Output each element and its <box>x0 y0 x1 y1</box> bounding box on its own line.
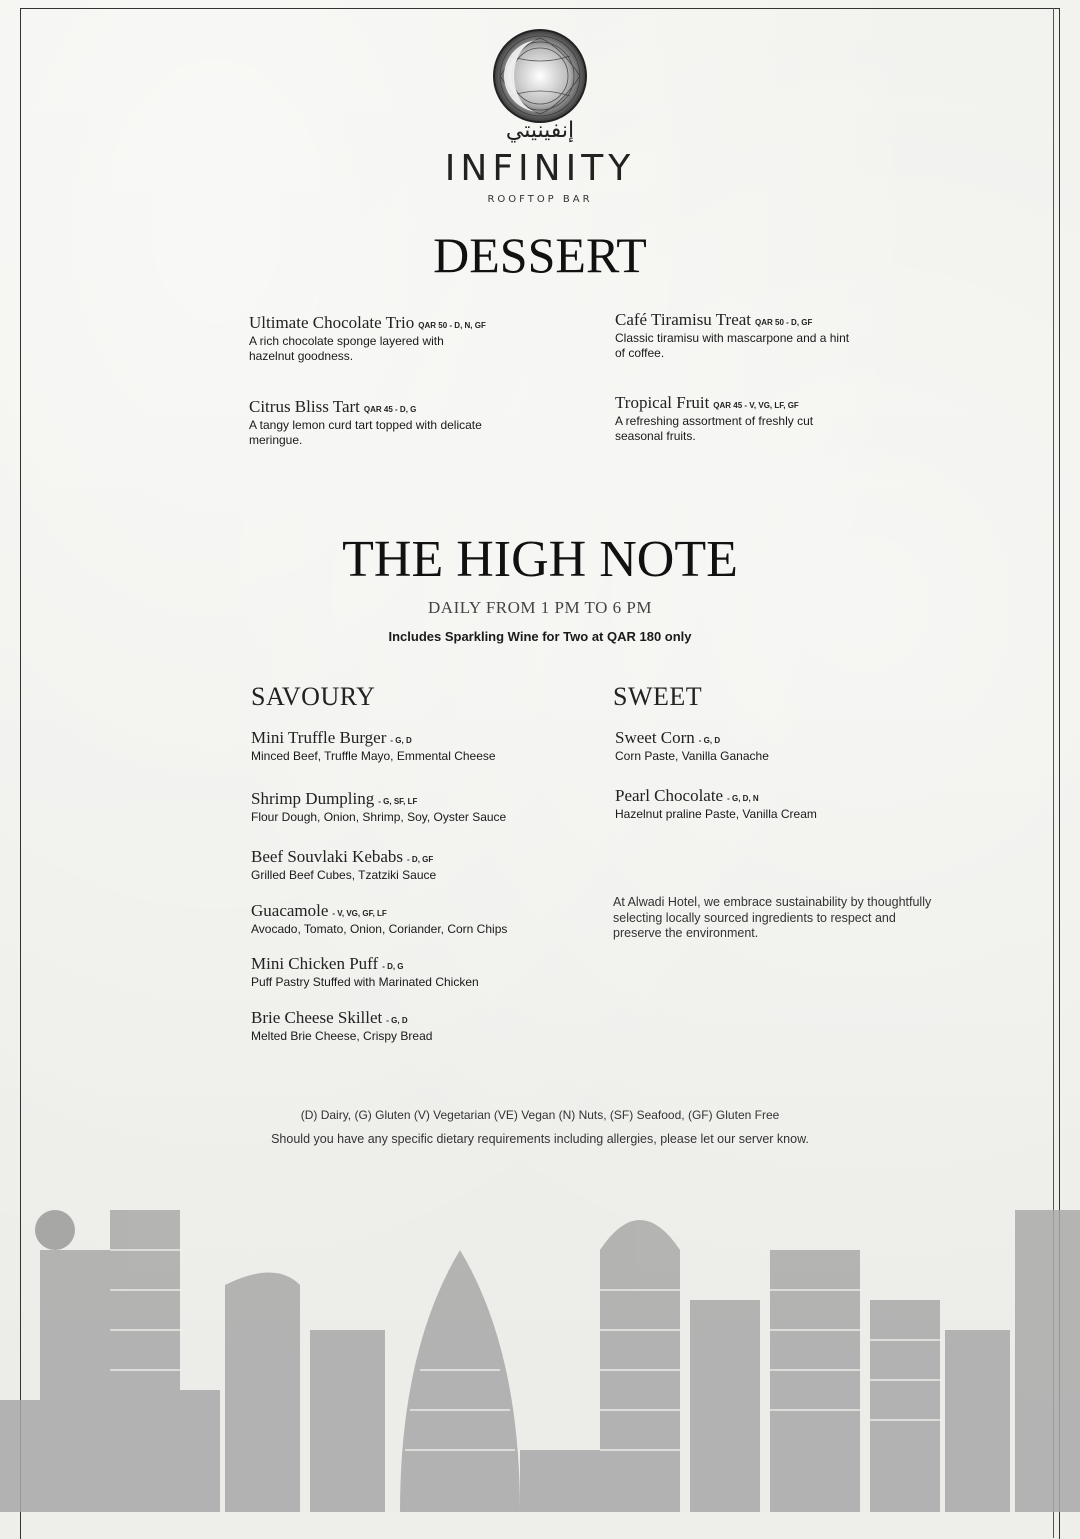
dessert-item-name: Tropical Fruit <box>615 393 710 412</box>
dessert-item-desc: Classic tiramisu with mascarpone and a hint of coffee. <box>615 331 850 360</box>
sweet-item-desc: Corn Paste, Vanilla Ganache <box>615 749 769 763</box>
savoury-item <box>251 902 581 937</box>
sweet-item <box>615 729 945 764</box>
savoury-item-desc: Avocado, Tomato, Onion, Coriander, Corn Chips <box>251 922 508 936</box>
savoury-item-name: Shrimp Dumpling <box>251 789 375 808</box>
dessert-item <box>249 398 579 448</box>
dessert-item-desc: A refreshing assortment of freshly cut seasonal fruits. <box>615 414 814 443</box>
savoury-item-tag: - D, GF <box>407 855 434 864</box>
high-note-hours: DAILY FROM 1 PM TO 6 PM <box>428 598 652 617</box>
dessert-item-price: QAR 45 - D, G <box>363 405 417 414</box>
dietary-note: Should you have any specific dietary requirements including allergies, please let our server know. <box>271 1132 809 1146</box>
savoury-item-desc: Grilled Beef Cubes, Tzatziki Sauce <box>251 868 437 882</box>
savoury-item <box>251 848 581 883</box>
savoury-item-name: Guacamole <box>251 901 329 920</box>
savoury-item <box>251 790 581 825</box>
dessert-item <box>249 314 579 364</box>
dessert-item-name: Ultimate Chocolate Trio <box>249 313 415 332</box>
skyline-illustration <box>0 1190 1080 1512</box>
brand-arabic-name: إنفينيتي <box>505 118 575 143</box>
sweet-item-tag: - G, D <box>698 736 721 745</box>
dessert-item-price: QAR 50 - D, GF <box>755 318 813 327</box>
sweet-item <box>615 787 945 822</box>
dessert-item-name: Café Tiramisu Treat <box>615 310 752 329</box>
dessert-item-desc: A rich chocolate sponge layered with hazelnut goodness. <box>249 334 444 363</box>
dessert-title: DESSERT <box>433 227 647 283</box>
sweet-item-tag: - G, D, N <box>727 794 759 803</box>
sweet-heading: SWEET <box>613 682 703 711</box>
savoury-item-name: Mini Truffle Burger <box>251 728 387 747</box>
dietary-legend: (D) Dairy, (G) Gluten (V) Vegetarian (VE) Vegan (N) Nuts, (SF) Seafood, (GF) Gluten Free <box>300 1108 780 1122</box>
brand-subtitle: ROOFTOP BAR <box>487 194 593 205</box>
savoury-item <box>251 955 581 990</box>
savoury-item-desc: Melted Brie Cheese, Crispy Bread <box>251 1029 433 1043</box>
savoury-item <box>251 729 581 764</box>
dessert-item-name: Citrus Bliss Tart <box>249 397 360 416</box>
high-note-title: THE HIGH NOTE <box>342 531 738 588</box>
savoury-item-tag: - G, D <box>390 736 412 745</box>
brand-name: INFINITY <box>444 148 636 189</box>
infinity-logo-icon <box>490 26 590 126</box>
savoury-item-name: Mini Chicken Puff <box>251 954 379 973</box>
savoury-item <box>251 1009 581 1044</box>
dessert-item-price: QAR 50 - D, N, GF <box>418 321 486 330</box>
savoury-item-tag: - G, SF, LF <box>378 797 418 806</box>
dessert-item <box>615 394 945 444</box>
savoury-item-desc: Flour Dough, Onion, Shrimp, Soy, Oyster Sauce <box>251 810 507 824</box>
savoury-item-name: Brie Cheese Skillet <box>251 1008 383 1027</box>
dessert-item-desc: A tangy lemon curd tart topped with delicate meringue. <box>249 418 482 447</box>
sustainability-note: At Alwadi Hotel, we embrace sustainability by thoughtfully selecting locally sourced ingredients to respect and preserve the environment. <box>613 895 932 940</box>
dessert-item-price: QAR 45 - V, VG, LF, GF <box>713 401 799 410</box>
savoury-item-desc: Puff Pastry Stuffed with Marinated Chicken <box>251 975 479 989</box>
savoury-item-tag: - G, D <box>386 1016 408 1025</box>
savoury-item-tag: - D, G <box>382 962 404 971</box>
dessert-item <box>615 311 945 361</box>
sweet-item-name: Pearl Chocolate <box>615 786 724 805</box>
sweet-item-desc: Hazelnut praline Paste, Vanilla Cream <box>615 807 817 821</box>
savoury-item-tag: - V, VG, GF, LF <box>332 909 387 918</box>
savoury-item-name: Beef Souvlaki Kebabs <box>251 847 404 866</box>
high-note-includes: Includes Sparkling Wine for Two at QAR 180 only <box>388 629 692 644</box>
savoury-item-desc: Minced Beef, Truffle Mayo, Emmental Cheese <box>251 749 496 763</box>
sweet-item-name: Sweet Corn <box>615 728 695 747</box>
savoury-heading: SAVOURY <box>251 682 376 711</box>
